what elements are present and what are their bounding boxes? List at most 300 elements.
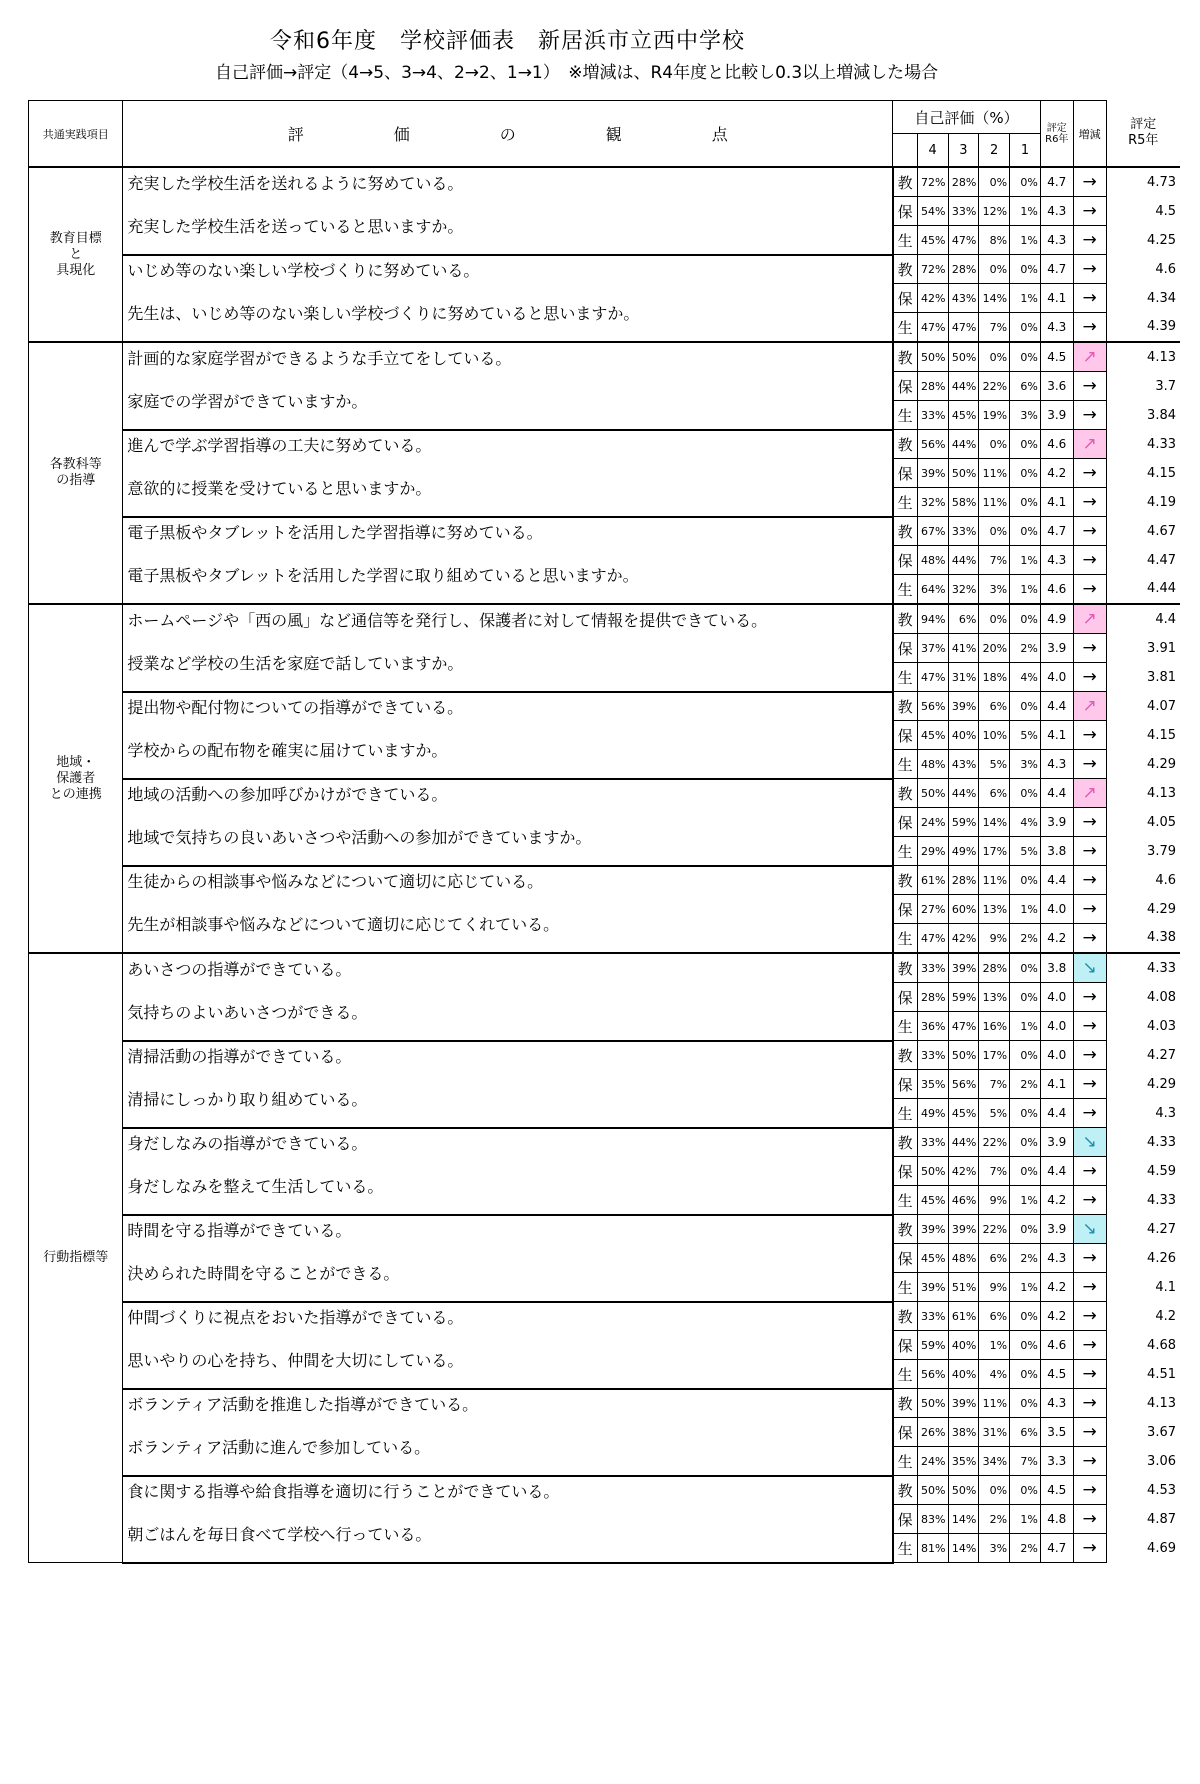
header-respondent (893, 134, 918, 168)
percent-1: 2% (1010, 924, 1041, 954)
r5-rating: 4.29 (1147, 901, 1176, 917)
respondent-cell: 生 (893, 750, 918, 779)
percent-2: 34% (979, 1447, 1010, 1476)
percent-1: 0% (1010, 1099, 1041, 1128)
question-teacher: 進んで学ぶ学習指導の工夫に努めている。 (123, 430, 893, 459)
respondent-cell: 生 (893, 1534, 918, 1563)
question-teacher: 地域の活動への参加呼びかけができている。 (123, 779, 893, 808)
percent-4: 42% (917, 284, 948, 313)
respondent-cell: 保 (893, 546, 918, 575)
trend-cell: → (1073, 197, 1106, 226)
r6-rating: 4.2 (1040, 459, 1073, 488)
respondent-cell: 生 (893, 575, 918, 605)
respondent-cell: 生 (893, 1360, 918, 1389)
percent-2: 0% (979, 430, 1010, 459)
table-row (29, 604, 1181, 634)
respondent-cell: 教 (893, 1041, 918, 1070)
question-parent-student: 身だしなみを整えて生活している。 (123, 1157, 893, 1215)
r6-rating: 4.4 (1040, 692, 1073, 721)
question-parent-student: ボランティア活動に進んで参加している。 (123, 1418, 893, 1476)
trend-cell: → (1073, 750, 1106, 779)
trend-cell: → (1073, 1012, 1106, 1041)
category-label: との連携 (49, 786, 102, 802)
percent-4: 49% (917, 1099, 948, 1128)
r5-rating: 4.69 (1147, 1540, 1176, 1556)
respondent-cell: 保 (893, 197, 918, 226)
trend-cell: → (1073, 721, 1106, 750)
r5-rating: 4.26 (1147, 1250, 1176, 1266)
header-score-2: 2 (979, 134, 1010, 168)
r5-rating: 4.27 (1147, 1221, 1176, 1237)
percent-1: 0% (1010, 1302, 1041, 1331)
respondent-cell: 教 (893, 1215, 918, 1244)
percent-3: 44% (948, 430, 979, 459)
percent-4: 50% (917, 779, 948, 808)
r6-rating: 4.0 (1040, 1041, 1073, 1070)
percent-3: 38% (948, 1418, 979, 1447)
r6-rating: 4.3 (1040, 750, 1073, 779)
percent-4: 39% (917, 459, 948, 488)
respondent-cell: 保 (893, 895, 918, 924)
percent-3: 41% (948, 634, 979, 663)
table-row (29, 430, 1181, 459)
r6-rating: 4.4 (1040, 1099, 1073, 1128)
category-label: と (69, 246, 83, 262)
percent-4: 33% (917, 953, 948, 983)
percent-2: 11% (979, 1389, 1010, 1418)
percent-3: 61% (948, 1302, 979, 1331)
trend-cell: → (1073, 808, 1106, 837)
trend-cell: → (1073, 1476, 1106, 1505)
percent-2: 0% (979, 342, 1010, 372)
percent-4: 56% (917, 1360, 948, 1389)
percent-4: 45% (917, 721, 948, 750)
percent-2: 20% (979, 634, 1010, 663)
r5-rating: 3.84 (1147, 407, 1176, 423)
question-parent-student: 気持ちのよいあいさつができる。 (123, 983, 893, 1041)
respondent-cell: 保 (893, 1331, 918, 1360)
respondent-cell: 生 (893, 401, 918, 430)
percent-2: 0% (979, 1476, 1010, 1505)
trend-cell: → (1073, 255, 1106, 284)
percent-1: 1% (1010, 226, 1041, 255)
category-label: 地域・ (56, 754, 96, 770)
r5-rating: 4.33 (1147, 1192, 1176, 1208)
r6-rating: 4.4 (1040, 866, 1073, 895)
r5-rating: 4.07 (1147, 698, 1176, 714)
table-row (29, 1128, 1181, 1157)
percent-2: 7% (979, 546, 1010, 575)
respondent-cell: 保 (893, 634, 918, 663)
percent-2: 0% (979, 517, 1010, 546)
percent-1: 0% (1010, 866, 1041, 895)
percent-1: 7% (1010, 1447, 1041, 1476)
r5-rating: 4.33 (1147, 436, 1176, 452)
r6-rating: 3.3 (1040, 1447, 1073, 1476)
r5-rating: 4.15 (1147, 727, 1176, 743)
trend-cell: → (1073, 1244, 1106, 1273)
percent-4: 67% (917, 517, 948, 546)
table-row (29, 284, 1181, 313)
r5-rating: 3.7 (1155, 378, 1176, 394)
percent-1: 0% (1010, 1476, 1041, 1505)
page-title: 令和6年度 学校評価表 新居浜市立西中学校 (270, 29, 745, 54)
trend-cell: ↗ (1073, 430, 1106, 459)
question-parent-student: 先生が相談事や悩みなどについて適切に応じてくれている。 (123, 895, 893, 954)
table-row (29, 983, 1181, 1012)
header-self-evaluation: 自己評価（%） (893, 101, 1041, 134)
respondent-cell: 教 (893, 779, 918, 808)
question-parent-student: 思いやりの心を持ち、仲間を大切にしている。 (123, 1331, 893, 1389)
table-row (29, 1389, 1181, 1418)
trend-cell: → (1073, 459, 1106, 488)
r5-rating: 4.03 (1147, 1018, 1176, 1034)
trend-cell: → (1073, 1389, 1106, 1418)
percent-4: 50% (917, 1157, 948, 1186)
table-row (29, 1331, 1181, 1360)
trend-cell: ↘ (1073, 1128, 1106, 1157)
respondent-cell: 教 (893, 517, 918, 546)
table-row (29, 721, 1181, 750)
r5-rating: 4.25 (1147, 232, 1176, 248)
percent-3: 33% (948, 197, 979, 226)
r5-rating: 4.3 (1155, 1105, 1176, 1121)
r6-rating: 4.6 (1040, 575, 1073, 605)
percent-3: 44% (948, 546, 979, 575)
percent-4: 50% (917, 1389, 948, 1418)
page-subtitle: 自己評価→評定（4→5、3→4、2→2、1→1） ※増減は、R4年度と比較し0.3以上増減した場合 (215, 63, 939, 83)
r5-rating: 4.05 (1147, 814, 1176, 830)
percent-1: 2% (1010, 1244, 1041, 1273)
percent-2: 6% (979, 779, 1010, 808)
percent-3: 39% (948, 692, 979, 721)
percent-4: 61% (917, 866, 948, 895)
percent-4: 54% (917, 197, 948, 226)
percent-1: 6% (1010, 372, 1041, 401)
r6-rating: 4.7 (1040, 1534, 1073, 1563)
r5-rating: 4.68 (1147, 1337, 1176, 1353)
header-r5-rating: 評定 R5年 (1128, 117, 1159, 149)
percent-2: 14% (979, 284, 1010, 313)
percent-2: 6% (979, 1244, 1010, 1273)
percent-3: 14% (948, 1534, 979, 1563)
trend-cell: → (1073, 1186, 1106, 1215)
question-teacher: 清掃活動の指導ができている。 (123, 1041, 893, 1070)
table-row (29, 808, 1181, 837)
respondent-cell: 生 (893, 924, 918, 954)
r5-rating: 4.33 (1106, 953, 1180, 983)
r6-rating: 4.1 (1040, 721, 1073, 750)
r5-rating: 4.27 (1147, 1047, 1176, 1063)
table-row (29, 1476, 1181, 1505)
percent-2: 13% (979, 895, 1010, 924)
r5-rating: 4.19 (1147, 494, 1176, 510)
r5-rating: 4.73 (1106, 167, 1180, 197)
question-teacher: 時間を守る指導ができている。 (123, 1215, 893, 1244)
r6-rating: 3.8 (1040, 837, 1073, 866)
percent-3: 31% (948, 663, 979, 692)
percent-1: 0% (1010, 255, 1041, 284)
r5-rating: 3.67 (1147, 1424, 1176, 1440)
trend-cell: → (1073, 1505, 1106, 1534)
question-teacher: ボランティア活動を推進した指導ができている。 (123, 1389, 893, 1418)
table-row (29, 692, 1181, 721)
r5-rating: 4.51 (1147, 1366, 1176, 1382)
r6-rating: 3.9 (1040, 1128, 1073, 1157)
percent-2: 12% (979, 197, 1010, 226)
r6-rating: 4.6 (1040, 430, 1073, 459)
table-row (29, 1157, 1181, 1186)
trend-cell: → (1073, 1273, 1106, 1302)
percent-3: 40% (948, 721, 979, 750)
r6-rating: 4.0 (1040, 895, 1073, 924)
percent-3: 49% (948, 837, 979, 866)
percent-2: 3% (979, 575, 1010, 605)
percent-2: 9% (979, 1186, 1010, 1215)
question-teacher: ホームページや「西の風」など通信等を発行し、保護者に対して情報を提供できている。 (123, 604, 893, 634)
percent-2: 17% (979, 1041, 1010, 1070)
respondent-cell: 保 (893, 372, 918, 401)
table-row (29, 459, 1181, 488)
respondent-cell: 教 (893, 430, 918, 459)
percent-4: 56% (917, 430, 948, 459)
percent-1: 1% (1010, 1186, 1041, 1215)
r5-rating: 4.39 (1147, 319, 1176, 335)
respondent-cell: 教 (893, 1302, 918, 1331)
r5-rating: 4.2 (1155, 1308, 1176, 1324)
r6-rating: 4.9 (1040, 604, 1073, 634)
percent-4: 45% (917, 226, 948, 255)
percent-2: 11% (979, 866, 1010, 895)
r5-rating: 4.33 (1147, 1134, 1176, 1150)
percent-3: 32% (948, 575, 979, 605)
r6-rating: 3.6 (1040, 372, 1073, 401)
percent-2: 10% (979, 721, 1010, 750)
percent-2: 14% (979, 808, 1010, 837)
r5-rating: 4.08 (1147, 989, 1176, 1005)
r6-rating: 4.1 (1040, 488, 1073, 517)
percent-3: 42% (948, 924, 979, 954)
question-teacher: 食に関する指導や給食指導を適切に行うことができている。 (123, 1476, 893, 1505)
respondent-cell: 教 (893, 953, 918, 983)
trend-cell: ↘ (1073, 1215, 1106, 1244)
percent-3: 39% (948, 1389, 979, 1418)
table-row (29, 517, 1181, 546)
table-row (29, 1418, 1181, 1447)
respondent-cell: 保 (893, 808, 918, 837)
question-parent-student: 授業など学校の生活を家庭で話していますか。 (123, 634, 893, 692)
table-row (29, 197, 1181, 226)
trend-cell: ↗ (1073, 604, 1106, 634)
percent-4: 26% (917, 1418, 948, 1447)
header-score-4: 4 (917, 134, 948, 168)
percent-4: 50% (917, 342, 948, 372)
r6-rating: 4.7 (1040, 167, 1073, 197)
percent-4: 48% (917, 546, 948, 575)
percent-2: 9% (979, 924, 1010, 954)
percent-3: 45% (948, 1099, 979, 1128)
percent-2: 11% (979, 459, 1010, 488)
header-score-1: 1 (1010, 134, 1041, 168)
percent-1: 0% (1010, 1128, 1041, 1157)
percent-1: 0% (1010, 1157, 1041, 1186)
r5-rating: 3.79 (1147, 843, 1176, 859)
r5-rating: 4.29 (1147, 1076, 1176, 1092)
table-row (29, 1505, 1181, 1534)
trend-cell: → (1073, 634, 1106, 663)
r5-rating: 4.47 (1147, 552, 1176, 568)
page-title-bar (0, 24, 1200, 54)
percent-4: 33% (917, 1302, 948, 1331)
table-body (29, 167, 1181, 1563)
percent-3: 44% (948, 779, 979, 808)
percent-2: 6% (979, 692, 1010, 721)
percent-1: 1% (1010, 1273, 1041, 1302)
respondent-cell: 生 (893, 1186, 918, 1215)
respondent-cell: 教 (893, 167, 918, 197)
table-row (29, 895, 1181, 924)
percent-3: 47% (948, 313, 979, 343)
question-parent-student: 学校からの配布物を確実に届けていますか。 (123, 721, 893, 779)
percent-2: 6% (979, 1302, 1010, 1331)
percent-2: 7% (979, 1070, 1010, 1099)
question-parent-student: 清掃にしっかり取り組めている。 (123, 1070, 893, 1128)
percent-4: 72% (917, 167, 948, 197)
percent-4: 45% (917, 1186, 948, 1215)
percent-1: 0% (1010, 313, 1041, 343)
trend-cell: → (1073, 866, 1106, 895)
respondent-cell: 生 (893, 1012, 918, 1041)
percent-1: 0% (1010, 1215, 1041, 1244)
trend-cell: ↗ (1073, 342, 1106, 372)
table-row (29, 953, 1181, 983)
percent-2: 8% (979, 226, 1010, 255)
question-teacher: あいさつの指導ができている。 (123, 953, 893, 983)
question-parent-student: 充実した学校生活を送っていると思いますか。 (123, 197, 893, 255)
question-teacher: 仲間づくりに視点をおいた指導ができている。 (123, 1302, 893, 1331)
percent-3: 44% (948, 1128, 979, 1157)
r6-rating: 4.3 (1040, 546, 1073, 575)
r6-rating: 3.9 (1040, 401, 1073, 430)
trend-cell: → (1073, 837, 1106, 866)
r6-rating: 4.8 (1040, 1505, 1073, 1534)
percent-2: 5% (979, 1099, 1010, 1128)
r6-rating: 4.4 (1040, 1157, 1073, 1186)
trend-cell: → (1073, 488, 1106, 517)
r5-rating: 4.13 (1106, 342, 1180, 372)
respondent-cell: 保 (893, 1418, 918, 1447)
percent-2: 19% (979, 401, 1010, 430)
percent-2: 13% (979, 983, 1010, 1012)
r6-rating: 3.9 (1040, 1215, 1073, 1244)
r6-rating: 4.0 (1040, 983, 1073, 1012)
table-row (29, 372, 1181, 401)
trend-cell: ↗ (1073, 779, 1106, 808)
respondent-cell: 教 (893, 1389, 918, 1418)
percent-4: 27% (917, 895, 948, 924)
trend-cell: → (1073, 663, 1106, 692)
r5-rating: 4.13 (1147, 785, 1176, 801)
trend-cell: → (1073, 924, 1106, 954)
percent-3: 48% (948, 1244, 979, 1273)
trend-cell: → (1073, 546, 1106, 575)
respondent-cell: 生 (893, 226, 918, 255)
r6-rating: 4.3 (1040, 1244, 1073, 1273)
percent-1: 1% (1010, 197, 1041, 226)
question-teacher: 身だしなみの指導ができている。 (123, 1128, 893, 1157)
r5-rating: 4.87 (1147, 1511, 1176, 1527)
question-parent-student: 決められた時間を守ることができる。 (123, 1244, 893, 1302)
r5-rating: 4.13 (1147, 1395, 1176, 1411)
table-row (29, 866, 1181, 895)
header-increase: 増減 (1073, 101, 1106, 168)
r5-rating: 4.44 (1147, 581, 1176, 597)
percent-2: 28% (979, 953, 1010, 983)
trend-cell: → (1073, 284, 1106, 313)
percent-4: 48% (917, 750, 948, 779)
question-parent-student: 意欲的に授業を受けていると思いますか。 (123, 459, 893, 517)
percent-2: 4% (979, 1360, 1010, 1389)
respondent-cell: 教 (893, 1128, 918, 1157)
r6-rating: 4.6 (1040, 1331, 1073, 1360)
respondent-cell: 生 (893, 837, 918, 866)
trend-cell: → (1073, 1099, 1106, 1128)
percent-3: 47% (948, 226, 979, 255)
percent-4: 47% (917, 924, 948, 954)
trend-cell: → (1073, 313, 1106, 343)
trend-cell: → (1073, 1418, 1106, 1447)
percent-1: 1% (1010, 575, 1041, 605)
percent-3: 28% (948, 866, 979, 895)
percent-2: 0% (979, 255, 1010, 284)
question-teacher: いじめ等のない楽しい学校づくりに努めている。 (123, 255, 893, 284)
category-label: 具現化 (56, 262, 96, 278)
percent-1: 1% (1010, 284, 1041, 313)
percent-4: 35% (917, 1070, 948, 1099)
percent-4: 59% (917, 1331, 948, 1360)
r5-rating: 4.59 (1147, 1163, 1176, 1179)
percent-4: 24% (917, 1447, 948, 1476)
r6-rating: 4.2 (1040, 1302, 1073, 1331)
percent-3: 40% (948, 1331, 979, 1360)
percent-3: 45% (948, 401, 979, 430)
r6-rating: 4.0 (1040, 1012, 1073, 1041)
respondent-cell: 教 (893, 692, 918, 721)
respondent-cell: 保 (893, 983, 918, 1012)
percent-4: 83% (917, 1505, 948, 1534)
respondent-cell: 生 (893, 1447, 918, 1476)
percent-4: 33% (917, 401, 948, 430)
table-row (29, 342, 1181, 372)
percent-4: 33% (917, 1041, 948, 1070)
percent-1: 0% (1010, 488, 1041, 517)
r6-rating: 4.5 (1040, 1360, 1073, 1389)
respondent-cell: 教 (893, 342, 918, 372)
percent-3: 28% (948, 255, 979, 284)
percent-1: 0% (1010, 430, 1041, 459)
trend-cell: → (1073, 167, 1106, 197)
respondent-cell: 教 (893, 866, 918, 895)
trend-cell: → (1073, 1447, 1106, 1476)
r6-rating: 4.5 (1040, 342, 1073, 372)
category-cell (29, 342, 123, 604)
r6-rating: 3.9 (1040, 808, 1073, 837)
r5-rating: 4.6 (1155, 872, 1176, 888)
r6-rating: 4.3 (1040, 1389, 1073, 1418)
percent-1: 0% (1010, 459, 1041, 488)
trend-cell: → (1073, 1331, 1106, 1360)
r6-rating: 3.5 (1040, 1418, 1073, 1447)
